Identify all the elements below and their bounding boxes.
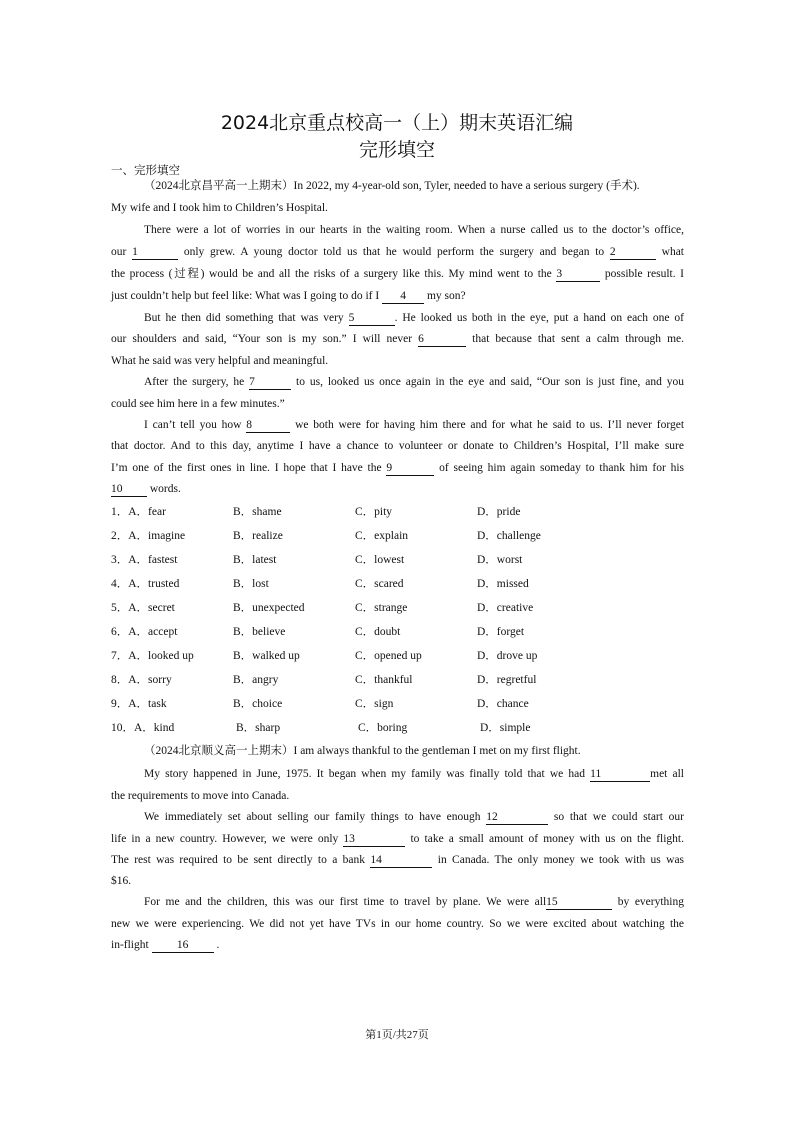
question-option: D．pride bbox=[477, 506, 521, 518]
passage1-line bbox=[111, 460, 684, 476]
question-number: 10． bbox=[111, 722, 134, 734]
question-option: C．explain bbox=[355, 530, 409, 542]
question-option bbox=[111, 599, 175, 615]
passage-text: in-flight bbox=[111, 939, 149, 951]
question-number: 7． bbox=[111, 650, 129, 662]
answer-blank: 8 bbox=[246, 419, 290, 433]
answer-blank: 3 bbox=[556, 268, 600, 282]
option-text: A．secret bbox=[128, 602, 175, 614]
question-option: D．drove up bbox=[477, 650, 538, 662]
question-option: C．doubt bbox=[355, 626, 401, 638]
question-option: D．simple bbox=[480, 722, 531, 734]
passage-text: in Canada. The only money we took with us was bbox=[437, 854, 685, 866]
page-footer: 第1页/共27页 bbox=[365, 1029, 429, 1041]
question-option bbox=[111, 551, 177, 567]
question-option: C．thankful bbox=[355, 674, 413, 686]
passage-text: the process (过程) would be and all the risks of a surgery like this. My mind went to the bbox=[111, 268, 552, 280]
passage2-line: new we were experiencing. We did not yet have TVs in our home country. So we were excited about watching the bbox=[111, 918, 684, 930]
option-text: A．fastest bbox=[128, 554, 178, 566]
question-option bbox=[111, 719, 174, 735]
question-option: C．opened up bbox=[355, 650, 422, 662]
question-option: B．realize bbox=[233, 530, 283, 542]
passage1-line bbox=[111, 244, 684, 260]
answer-blank: 9 bbox=[386, 462, 434, 476]
answer-blank: 6 bbox=[418, 333, 466, 347]
passage1-line: There were a lot of worries in our hearts in the waiting room. When a nurse called us to the doctor’s office, bbox=[144, 224, 684, 236]
passage-text: our bbox=[111, 246, 127, 258]
passage1-line bbox=[111, 331, 684, 347]
question-option: C．boring bbox=[358, 722, 408, 734]
option-text: A．accept bbox=[128, 626, 178, 638]
question-number: 3． bbox=[111, 554, 129, 566]
passage1-line bbox=[111, 266, 684, 282]
passage-text: so that we could start our bbox=[553, 811, 684, 823]
option-text: A．imagine bbox=[128, 530, 186, 542]
question-option: B．believe bbox=[233, 626, 286, 638]
passage-text: we both were for having him there and for what he said to us. I’ll never forget bbox=[295, 419, 685, 431]
passage2-line bbox=[111, 894, 684, 910]
question-option: D．creative bbox=[477, 602, 534, 614]
passage1-source: （2024北京昌平高一上期末） bbox=[144, 180, 294, 192]
passage-text: possible result. I bbox=[604, 268, 685, 280]
passage2-line bbox=[111, 831, 684, 847]
passage-text: But he then did something that was very bbox=[144, 312, 344, 324]
question-number: 8． bbox=[111, 674, 129, 686]
question-option: D．forget bbox=[477, 626, 525, 638]
passage-text: . He looked us both in the eye, put a hand on each one of bbox=[394, 312, 684, 324]
question-option: C．pity bbox=[355, 506, 393, 518]
answer-blank: 2 bbox=[610, 246, 656, 260]
question-option: B．unexpected bbox=[233, 602, 305, 614]
passage1-line bbox=[111, 374, 684, 390]
question-option: C．strange bbox=[355, 602, 408, 614]
option-text: A．kind bbox=[134, 722, 175, 734]
question-option: D．chance bbox=[477, 698, 529, 710]
passage-text: to us, looked us once again in the eye and said, “Our son is just fine, and you bbox=[296, 376, 685, 388]
passage2-line bbox=[111, 809, 684, 825]
passage2-line bbox=[111, 937, 684, 953]
passage-text: only grew. A young doctor told us that he would perform the surgery and began to bbox=[183, 246, 605, 258]
passage-text: just couldn’t help but feel like: What was I going to do if I bbox=[111, 290, 380, 302]
question-number: 5． bbox=[111, 602, 129, 614]
question-option: B．shame bbox=[233, 506, 282, 518]
passage2-line: $16. bbox=[111, 875, 132, 887]
passage-text: For me and the children, this was our first time to travel by plane. We were all bbox=[144, 896, 547, 908]
question-option: B．sharp bbox=[236, 722, 281, 734]
passage1-line bbox=[111, 288, 684, 304]
question-option bbox=[111, 503, 166, 519]
answer-blank: 13 bbox=[343, 833, 405, 847]
section-heading: 一、完形填空 bbox=[111, 163, 180, 177]
answer-blank: 4 bbox=[382, 290, 424, 304]
question-number: 4． bbox=[111, 578, 129, 590]
passage-text: After the surgery, he bbox=[144, 376, 245, 388]
answer-blank: 15 bbox=[546, 896, 612, 910]
answer-blank: 1 bbox=[132, 246, 178, 260]
passage2-line: the requirements to move into Canada. bbox=[111, 790, 290, 802]
passage1-line bbox=[111, 178, 684, 194]
option-text: A．sorry bbox=[128, 674, 172, 686]
question-option: B．latest bbox=[233, 554, 277, 566]
question-option: B．lost bbox=[233, 578, 269, 590]
passage2-line bbox=[111, 743, 684, 759]
option-text: A．trusted bbox=[128, 578, 180, 590]
question-number: 1． bbox=[111, 506, 129, 518]
passage-text: what bbox=[661, 246, 684, 258]
answer-blank: 10 bbox=[111, 483, 147, 497]
passage-text: to take a small amount of money with us on the flight. bbox=[410, 833, 684, 845]
question-option: B．choice bbox=[233, 698, 283, 710]
question-option: D．challenge bbox=[477, 530, 541, 542]
question-option: D．missed bbox=[477, 578, 529, 590]
answer-blank: 11 bbox=[590, 768, 650, 782]
passage-text: our shoulders and said, “Your son is my son.” I will never bbox=[111, 333, 413, 345]
passage1-line: could see him here in a few minutes.” bbox=[111, 398, 285, 410]
question-option: D．worst bbox=[477, 554, 523, 566]
passage-text: In 2022, my 4-year-old son, Tyler, needed to have a serious surgery (手术). bbox=[293, 180, 640, 192]
option-text: A．looked up bbox=[128, 650, 194, 662]
question-number: 6． bbox=[111, 626, 129, 638]
passage-text: I am always thankful to the gentleman I met on my first flight. bbox=[293, 745, 581, 757]
passage1-line: that doctor. And to this day, anytime I have a chance to volunteer or donate to Children’s Hospital, I’ll make sure bbox=[111, 440, 684, 452]
question-option bbox=[111, 527, 185, 543]
passage-text: of seeing him again someday to thank him for his bbox=[439, 462, 684, 474]
passage-text: my son? bbox=[426, 290, 466, 302]
passage-text: life in a new country. However, we were only bbox=[111, 833, 339, 845]
answer-blank: 5 bbox=[349, 312, 395, 326]
answer-blank: 14 bbox=[370, 854, 432, 868]
passage-text: by everything bbox=[617, 896, 684, 908]
option-text: A．fear bbox=[128, 506, 166, 518]
passage1-line: My wife and I took him to Children’s Hospital. bbox=[111, 202, 328, 214]
passage-text: I’m one of the first ones in line. I hope that I have the bbox=[111, 462, 382, 474]
question-option bbox=[111, 671, 172, 687]
question-option bbox=[111, 647, 194, 663]
page-subtitle: 完形填空 bbox=[358, 139, 435, 161]
passage1-line bbox=[111, 481, 684, 497]
answer-blank: 16 bbox=[152, 939, 214, 953]
passage-text: The rest was required to be sent directly to a bank bbox=[111, 854, 366, 866]
question-option: D．regretful bbox=[477, 674, 537, 686]
question-option bbox=[111, 623, 177, 639]
question-option bbox=[111, 575, 179, 591]
question-number: 2． bbox=[111, 530, 129, 542]
question-option: C．lowest bbox=[355, 554, 405, 566]
option-text: A．task bbox=[128, 698, 167, 710]
passage-text: words. bbox=[149, 483, 181, 495]
answer-blank: 12 bbox=[486, 811, 548, 825]
question-option: C．sign bbox=[355, 698, 394, 710]
passage-text: I can’t tell you how bbox=[144, 419, 242, 431]
question-number: 9． bbox=[111, 698, 129, 710]
passage-text: that because that sent a calm through me. bbox=[472, 333, 685, 345]
question-option: C．scared bbox=[355, 578, 404, 590]
passage1-line bbox=[111, 310, 684, 326]
passage-text: My story happened in June, 1975. It began when my family was finally told that we had bbox=[144, 768, 585, 780]
passage2-line bbox=[111, 766, 684, 782]
passage-text: met all bbox=[650, 768, 684, 780]
passage2-line bbox=[111, 852, 684, 868]
passage1-line bbox=[111, 417, 684, 433]
question-option: B．angry bbox=[233, 674, 279, 686]
passage-text: We immediately set about selling our family things to have enough bbox=[144, 811, 481, 823]
question-option: B．walked up bbox=[233, 650, 300, 662]
answer-blank: 7 bbox=[249, 376, 291, 390]
question-option bbox=[111, 695, 167, 711]
passage2-source: （2024北京顺义高一上期末） bbox=[144, 745, 294, 757]
passage1-line: What he said was very helpful and meaningful. bbox=[111, 355, 329, 367]
page-title: 2024北京重点校高一（上）期末英语汇编 bbox=[220, 112, 574, 134]
passage-text: . bbox=[216, 939, 220, 951]
